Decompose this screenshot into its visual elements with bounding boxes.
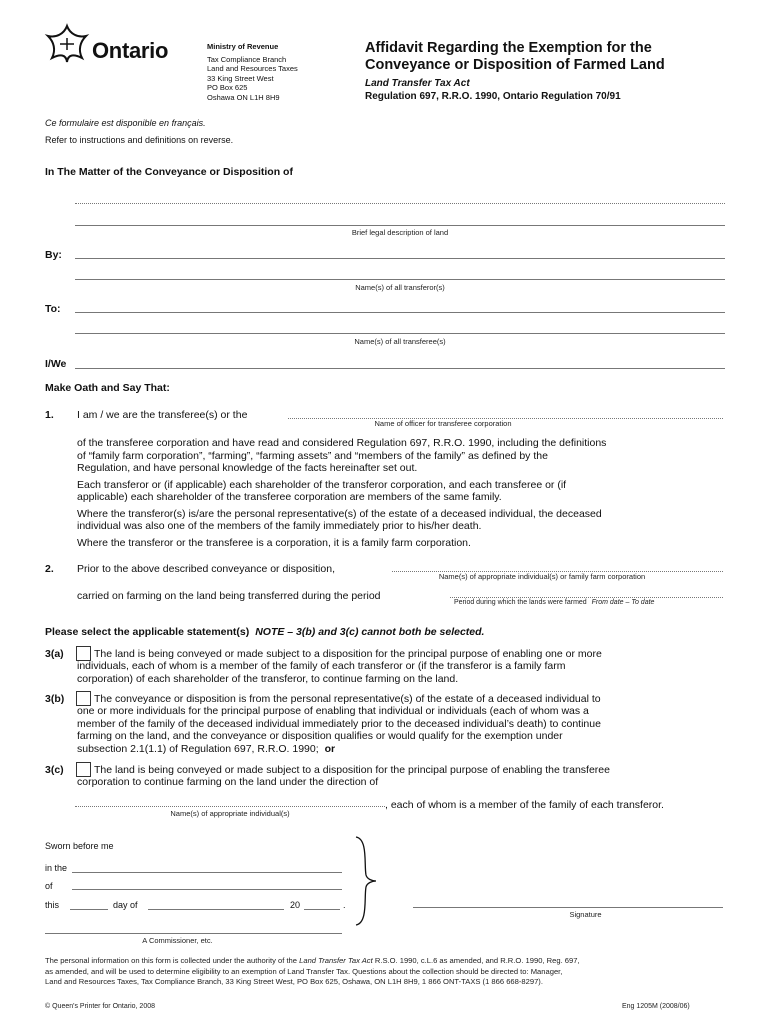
ontario-trillium-icon bbox=[44, 22, 90, 64]
s3a-text bbox=[94, 648, 734, 661]
select-heading-row bbox=[45, 626, 484, 638]
sworn-label: Sworn before me bbox=[45, 841, 114, 851]
period-caption-text: Period during which the lands were farmed bbox=[454, 599, 587, 606]
item1-para1-line3: Regulation, and have personal knowledge of the facts hereinafter set out. bbox=[77, 462, 418, 474]
s3b-line1: The conveyance or disposition is from the personal representative(s) of the estate of a deceased individual to bbox=[94, 693, 601, 705]
item1-number: 1. bbox=[45, 409, 54, 421]
transferee-line-1[interactable] bbox=[75, 312, 725, 313]
period-line[interactable] bbox=[450, 597, 723, 598]
branch-line: Land and Resources Taxes bbox=[207, 64, 298, 73]
s3b-line5-row bbox=[77, 743, 737, 756]
item2-text: Prior to the above described conveyance or disposition, bbox=[77, 563, 335, 575]
iwe-label: I/We bbox=[45, 358, 67, 370]
branch-line: PO Box 625 bbox=[207, 83, 248, 92]
privacy-act: Land Transfer Tax Act bbox=[299, 956, 373, 965]
in-the-label: in the bbox=[45, 863, 68, 873]
officer-caption: Name of officer for transferee corporation bbox=[374, 419, 512, 428]
item2-number: 2. bbox=[45, 563, 54, 575]
privacy-line1a: The personal information on this form is collected under the authority of the bbox=[45, 956, 297, 965]
select-note: NOTE – 3(b) and 3(c) cannot both be selected. bbox=[255, 626, 485, 638]
s3c-individual-line[interactable] bbox=[75, 806, 385, 807]
item1-para1-line2: of “family farm corporation”, “farming”, “farming assets” and “members of the family” as defined by the bbox=[77, 449, 548, 462]
s3b-line5: subsection 2.1(1.1) of Regulation 697, R.R.O. 1990; bbox=[77, 742, 319, 755]
s3c-line1: The land is being conveyed or made subject to a disposition for the principal purpose of enabling the transferee bbox=[94, 764, 610, 776]
period-caption bbox=[454, 599, 654, 606]
item1-para2-line2: applicable) each shareholder of the transferee corporation are members of the same family. bbox=[77, 491, 502, 503]
s3b-checkbox[interactable] bbox=[76, 691, 91, 706]
s3c-line2: corporation to continue farming on the land under the direction of bbox=[77, 776, 379, 788]
day-of-label: day of bbox=[113, 900, 138, 910]
s3c-number: 3(c) bbox=[45, 764, 64, 776]
item1-para1-line1: of the transferee corporation and have read and considered Regulation 697, R.R.O. 1990, including the definitions bbox=[77, 437, 607, 449]
land-description-line-1[interactable] bbox=[75, 203, 725, 204]
s3b-text-cont bbox=[77, 705, 737, 755]
privacy-notice bbox=[45, 956, 735, 988]
s3b-number: 3(b) bbox=[45, 693, 65, 705]
item1-para3-line2: individual was also one of the members of the family immediately prior to his/her death. bbox=[77, 520, 482, 532]
form-title-block bbox=[365, 40, 665, 102]
year-prefix: 20 bbox=[290, 900, 301, 910]
branch-line: Oshawa ON L1H 8H9 bbox=[207, 92, 280, 102]
s3c-suffix: , each of whom is a member of the family of each transferor. bbox=[385, 799, 664, 811]
ontario-logo-text: Ontario bbox=[92, 38, 169, 63]
s3a-number: 3(a) bbox=[45, 648, 64, 660]
commissioner-caption: A Commissioner, etc. bbox=[142, 936, 213, 945]
act-name: Land Transfer Tax Act bbox=[365, 78, 470, 89]
iwe-name-line[interactable] bbox=[75, 368, 725, 369]
item1-para3-line1: Where the transferor(s) is/are the personal representative(s) of the estate of a deceased individual, the deceased bbox=[77, 507, 602, 520]
s3a-checkbox[interactable] bbox=[76, 646, 91, 661]
land-description-line-2[interactable] bbox=[75, 225, 725, 226]
item2-carried: carried on farming on the land being transferred during the period bbox=[77, 590, 381, 602]
individual-caption: Name(s) of appropriate individual(s) or family farm corporation bbox=[438, 572, 646, 581]
privacy-line3: Land and Resources Taxes, Tax Compliance Branch, 33 King Street West, PO Box 625, Oshawa, ON L1H 8H9, 1 866 ONT-TAXS (1 866 668-8297). bbox=[45, 977, 543, 986]
form-title-line1: Affidavit Regarding the Exemption for the bbox=[365, 40, 652, 56]
privacy-line2: as amended, and will be used to determine eligibility to an exemption of Land Transfer Tax. Questions about the collection should be directed to: Manager, bbox=[45, 966, 563, 976]
item1-paragraphs bbox=[77, 437, 727, 549]
s3b-or: or bbox=[324, 742, 336, 755]
form-code: Eng 1205M (2008/06) bbox=[622, 1003, 690, 1010]
s3b-line3: member of the family of the deceased individual immediately prior to the deceased individual’s death) to continue bbox=[77, 717, 601, 730]
this-label: this bbox=[45, 900, 60, 910]
s3c-first bbox=[94, 764, 734, 777]
transferee-caption: Name(s) of all transferee(s) bbox=[354, 337, 446, 346]
regulation-name: Regulation 697, R.R.O. 1990, Ontario Regulation 70/91 bbox=[365, 91, 621, 102]
s3a-line1: The land is being conveyed or made subject to a disposition for the principal purpose of enabling one or more bbox=[94, 648, 602, 660]
s3a-text-cont bbox=[77, 660, 737, 685]
month-line[interactable] bbox=[148, 909, 284, 910]
signature-caption: Signature bbox=[569, 910, 602, 919]
day-line[interactable] bbox=[70, 909, 108, 910]
branch-line: Tax Compliance Branch bbox=[207, 54, 287, 64]
brace-icon bbox=[350, 835, 380, 927]
s3a-line3: corporation) of each shareholder of the transferor, to continue farming on the land. bbox=[77, 672, 459, 685]
year-period: . bbox=[343, 900, 346, 910]
year-line[interactable] bbox=[304, 909, 340, 910]
s3c-caption: Name(s) of appropriate individual(s) bbox=[170, 809, 290, 818]
refer-instructions: Refer to instructions and definitions on reverse. bbox=[45, 135, 234, 145]
ministry-name: Ministry of Revenue bbox=[207, 42, 279, 51]
s3b-line2: one or more individuals for the principal purpose of enabling that individual or individuals (each of whom was a bbox=[77, 705, 589, 717]
s3b-line4: farming on the land, and the conveyance or disposition qualifies or would qualify for the exemption under bbox=[77, 730, 563, 742]
transferee-line-2[interactable] bbox=[75, 333, 725, 334]
transferor-line-1[interactable] bbox=[75, 258, 725, 259]
item1-para4: Where the transferor or the transferee is a corporation, it is a family farm corporation. bbox=[77, 536, 471, 549]
ministry-block bbox=[207, 42, 298, 102]
privacy-line1b: R.S.O. 1990, c.L.6 as amended, and R.R.O. 1990, Reg. 697, bbox=[374, 956, 580, 965]
french-notice: Ce formulaire est disponible en français. bbox=[45, 118, 206, 128]
branch-line: 33 King Street West bbox=[207, 73, 274, 83]
transferor-caption: Name(s) of all transferor(s) bbox=[355, 283, 445, 292]
period-hint: From date – To date bbox=[591, 599, 655, 606]
s3c-checkbox[interactable] bbox=[76, 762, 91, 777]
of-label: of bbox=[45, 881, 53, 891]
item1-para2-line1: Each transferor or (if applicable) each shareholder of the transferor corporation, and each transferee or (if bbox=[77, 478, 567, 491]
s3b-first bbox=[94, 693, 734, 706]
copyright: © Queen's Printer for Ontario, 2008 bbox=[45, 1003, 155, 1010]
s3a-line2: individuals, each of whom is a member of the family of each transferor or (if the transferor is a family farm bbox=[77, 660, 566, 672]
form-title-line2: Conveyance or Disposition of Farmed Land bbox=[365, 57, 665, 73]
in-the-line[interactable] bbox=[72, 872, 342, 873]
oath-heading: Make Oath and Say That: bbox=[45, 382, 170, 394]
signature-line[interactable] bbox=[413, 907, 723, 908]
select-heading: Please select the applicable statement(s) bbox=[45, 626, 250, 638]
privacy-line1 bbox=[45, 956, 735, 967]
by-label: By: bbox=[45, 249, 62, 261]
land-description-caption: Brief legal description of land bbox=[351, 228, 449, 237]
commissioner-line[interactable] bbox=[45, 933, 342, 934]
matter-heading: In The Matter of the Conveyance or Disposition of bbox=[45, 166, 293, 178]
of-line[interactable] bbox=[72, 889, 342, 890]
transferor-line-2[interactable] bbox=[75, 279, 725, 280]
item1-text: I am / we are the transferee(s) or the bbox=[77, 409, 248, 421]
to-label: To: bbox=[45, 303, 61, 315]
